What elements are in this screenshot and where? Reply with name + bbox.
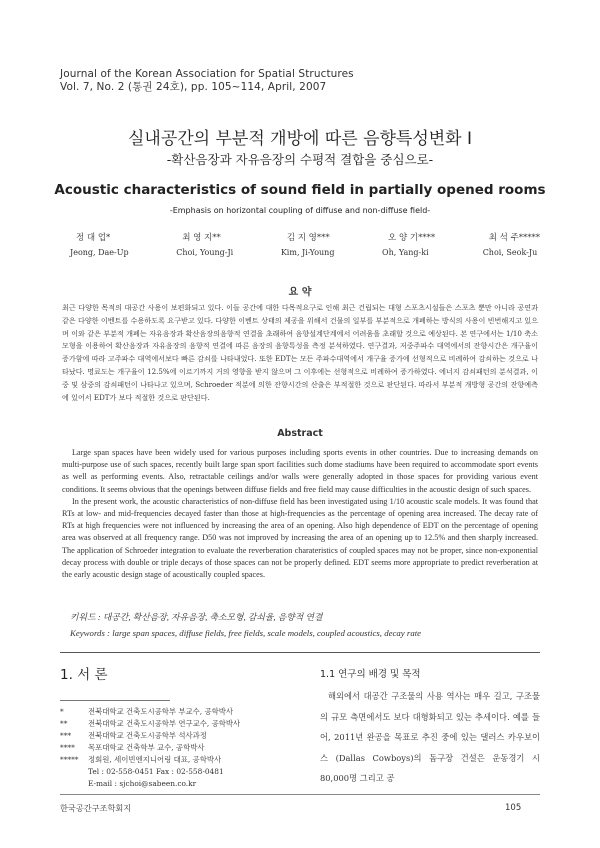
section-title: 1. 서 론 — [60, 667, 108, 683]
abstract-en-text — [62, 447, 538, 581]
footnote — [60, 718, 290, 730]
footnote-text: 전북대학교 건축도시공학부 석사과정 — [88, 731, 207, 740]
author-name-en: Kim, Ji-Young — [280, 248, 335, 257]
author-name-ko: 오 양 기**** — [388, 233, 436, 243]
footnote-text: 목포대학교 건축학부 교수, 공학박사 — [88, 743, 205, 752]
footnote-text: 전북대학교 건축도시공학부 부교수, 공학박사 — [88, 707, 234, 716]
author — [70, 230, 129, 260]
abstract-en-paragraph: Large span spaces have been widely used for various purposes including sports events in other countries. Due to increasing demands on multi-purpose use of such spaces, recently built large span sport facilities such dome stadiums have been required to accommodate sport events as well as performing events. Also, retractable ceilings and/or walls were generally adopted in those spaces for providing various event conditions. It seems obvious that the openings between diffuse fields and free field may cause difficulties in the acoustic design of such spaces. — [62, 448, 538, 494]
footnote-mark: **** — [60, 743, 75, 752]
author-name-ko: 정 대 업* — [76, 233, 111, 243]
footnote-text: 전북대학교 건축도시공학부 연구교수, 공학박사 — [88, 719, 241, 728]
abstract-ko-text: 최근 다양한 목적의 대공간 사용이 보편화되고 있다. 이들 공간에 대한 다목적요구로 인해 최근 건립되는 대형 스포츠시설들은 스포츠 뿐만 아니라 공연과 같은 다양한 이벤트를 수용하도록 요구받고 있다. 다양한 이벤트 상태의 제공을 위해서 건물의 일부를 부분적으로 개폐하는 방식의 사용이 빈번해지고 있으며 이와 같은 부분적 개폐는 자유음장과 확산음장의음향적 연결을 초래하여 음향설계단계에서 어려움을 초래할 것으로 예상된다. 본 연구에서는 1/10 축소모형을 이용하여 확산음장과 자유음장의 음향적 연결에 따른 음장의 음향특성을 측정 분석하였다. 연구결과, 저중주파수 대역에서의 잔향시간은 개구율이 증가함에 따라 고주파수 대역에서보다 빠른 감쇠를 나타내었다. 또한 EDT는 모든 주파수대역에서 개구율 증가에 선형적으로 비례하여 감쇠하는 것으로 나타났다. 명료도는 개구율이 12.5%에 이르기까지 거의 영향을 받지 않으며 그 이후에는 선형적으로 비례하여 증가하였다. 에너지 감쇠패턴의 분석결과, 이중 및 삼중의 감쇠패턴이 나타나고 있으며, Schroeder 적분에 의한 잔향시간의 산출은 부적절한 것으로 판단된다. 따라서 부분적 개방형 공간의 잔향예측에 있어서 EDT가 보다 적절한 것으로 판단된다. — [62, 303, 538, 402]
footnote — [60, 730, 290, 742]
author-name-en: Oh, Yang-ki — [382, 248, 429, 257]
abstract-en-paragraph: In the present work, the acoustic characteristics of non-diffuse field has been investigated using 1/10 acoustic scale models. It was found that RTs at low- and mid-frequencies decayed faster than those at high-frequencies as the percentage of opening area increased. The decay rate of RTs at high frequencies were not influenced by increasing the area of an opening. Also high dependence of EDT on the percentage of opening area was observed at all frequency range. D50 was not improved by increasing the area of an opening up to 12.5% and then sharply increased. The application of Schroeder integration to evaluate the reverberation charateristics of coupled spaces may not be proper, since non-exponential decay process with double or triple decays of those spaces can not be properly defined. EDT seems more appropriate to predict reverberation at the early acoustic design stage of acoustically coupled spaces. — [62, 496, 538, 580]
journal-header — [60, 68, 354, 94]
divider — [60, 652, 540, 653]
author-name-en: Choi, Seok-Ju — [482, 248, 538, 257]
korean-subtitle: -확산음장과 자유음장의 수평적 결합을 중심으로- — [166, 152, 434, 167]
footnote — [60, 754, 290, 766]
page-number: 105 — [505, 803, 522, 813]
journal-name: Journal of the Korean Association for Spatial Structures — [60, 68, 354, 80]
author-list — [70, 230, 540, 260]
footnote-mark: ***** — [60, 755, 79, 764]
author-name-en: Choi, Young-Ji — [176, 248, 234, 257]
body-paragraph: 해외에서 대공간 구조물의 사용 역사는 매우 길고, 구조물의 규모 측면에서도 보다 대형화되고 있는 추세이다. 예를 들어, 2011년 완공을 목표로 추진 중에 있는 댈러스 카우보이스 (Dallas Cowboys)의 돔구장 건설은 운동경기 시 80,000명 그리고 공 — [320, 691, 540, 784]
footnote-text: 정회원, 세이빈엔지니어링 대표, 공학박사 — [88, 755, 222, 764]
footnote-mark: * — [60, 707, 64, 716]
contact-phone: Tel : 02-558-0451 Fax : 02-558-0481 — [88, 767, 224, 776]
footnote — [60, 706, 290, 718]
footnote — [60, 742, 290, 754]
journal-issue: Vol. 7, No. 2 (통권 24호), pp. 105~114, April, 2007 — [60, 81, 327, 93]
footnote-divider — [60, 700, 170, 701]
author — [176, 230, 233, 260]
keywords-ko: 키워드 : 대공간, 확산음장, 자유음장, 축소모형, 감쇠율, 음향적 연결 — [70, 612, 323, 622]
english-title: Acoustic characteristics of sound field in partially opened rooms — [54, 182, 546, 198]
korean-title: 실내공간의 부분적 개방에 따른 음향특성변화 Ⅰ — [127, 129, 473, 149]
contact-email: E-mail : sjchoi@sabeen.co.kr — [88, 779, 197, 788]
author-name-en: Jeong, Dae-Up — [70, 248, 129, 257]
author — [281, 230, 335, 260]
footnotes — [60, 706, 290, 790]
body-text — [320, 686, 540, 789]
english-subtitle: -Emphasis on horizontal coupling of diffuse and non-diffuse field- — [169, 206, 431, 215]
author-name-ko: 최 석 주***** — [488, 233, 540, 243]
author-name-ko: 최 영 지** — [182, 233, 221, 243]
abstract-ko-heading: 요 약 — [288, 287, 312, 298]
footnote-mark: *** — [60, 731, 72, 740]
abstract-en-heading: Abstract — [277, 428, 323, 439]
footer-divider — [60, 794, 540, 795]
author — [382, 230, 435, 260]
author-name-ko: 김 지 영*** — [286, 233, 330, 243]
footer-journal: 한국공간구조학회지 — [60, 803, 132, 813]
subsection-title: 1.1 연구의 배경 및 목적 — [320, 669, 421, 680]
footnote-mark: ** — [60, 719, 68, 728]
author — [483, 230, 540, 260]
keywords-en: Keywords : large span spaces, diffuse fields, free fields, scale models, coupled acoustics, decay rate — [70, 628, 422, 638]
